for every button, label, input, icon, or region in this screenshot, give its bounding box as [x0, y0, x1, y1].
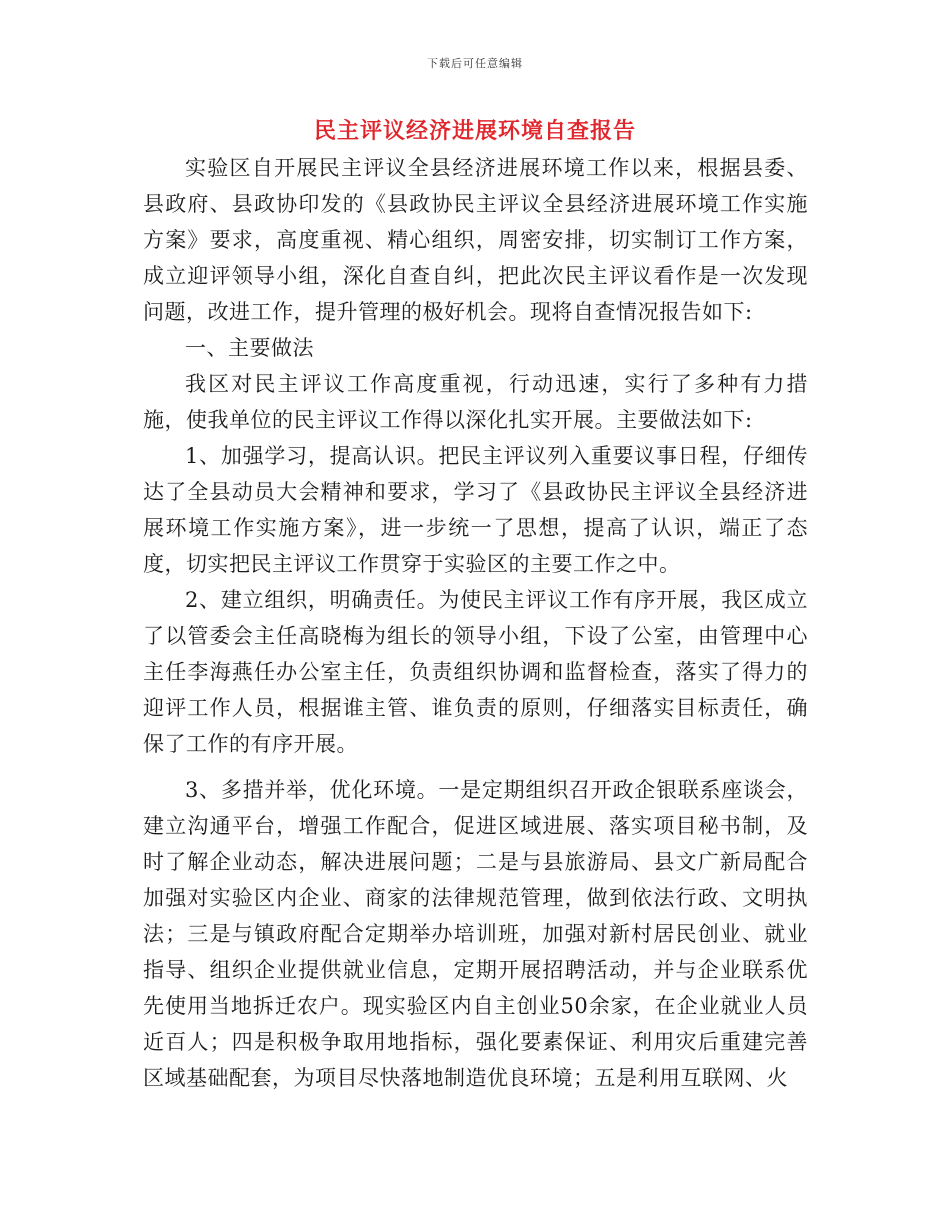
paragraph-overview: 我区对民主评议工作高度重视，行动迅速，实行了多种有力措施，使我单位的民主评议工作得以深化扎实开展。主要做法如下:: [143, 372, 808, 432]
document-title: 民主评议经济进展环境自查报告: [313, 118, 636, 144]
paragraph-item-2: 2、建立组织，明确责任。为使民主评议工作有序开展，我区成立了以管委会主任高晓梅为组长的领导小组，下设了公室，由管理中心主任李海燕任办公室主任，负责组织协调和监督检查，落实了得力的迎评工作人员，根据谁主管、谁负责的原则，仔细落实目标责任，确保了工作的有序开展。: [143, 588, 808, 756]
document-body: [143, 150, 808, 1096]
paragraph-item-1: 1、加强学习，提高认识。把民主评议列入重要议事日程，仔细传达了全县动员大会精神和要求，学习了《县政协民主评议全县经济进展环境工作实施方案》，进一步统一了思想，提高了认识，端正了态度，切实把民主评议工作贯穿于实验区的主要工作之中。: [143, 444, 808, 576]
header-note: 下载后可任意编辑: [427, 57, 523, 70]
paragraph-intro: 实验区自开展民主评议全县经济进展环境工作以来，根据县委、县政府、县政协印发的《县政协民主评议全县经济进展环境工作实施方案》要求，高度重视、精心组织，周密安排，切实制订工作方案，成立迎评领导小组，深化自查自纠，把此次民主评议看作是一次发现问题，改进工作，提升管理的极好机会。现将自查情况报告如下:: [143, 156, 808, 324]
paragraph-item-3: 3、多措并举，优化环境。一是定期组织召开政企银联系座谈会，建立沟通平台，增强工作配合，促进区域进展、落实项目秘书制，及时了解企业动态，解决进展问题；二是与县旅游局、县文广新局配合加强对实验区内企业、商家的法律规范管理，做到依法行政、文明执法；三是与镇政府配合定期举办培训班，加强对新村居民创业、就业指导、组织企业提供就业信息，定期开展招聘活动，并与企业联系优先使用当地拆迁农户。现实验区内自主创业50余家，在企业就业人员近百人；四是积极争取用地指标，强化要素保证、利用灾后重建完善区域基础配套，为项目尽快落地制造优良环境；五是利用互联网、火: [143, 778, 808, 1090]
section-heading-main-practices: 一、主要做法: [185, 336, 314, 360]
